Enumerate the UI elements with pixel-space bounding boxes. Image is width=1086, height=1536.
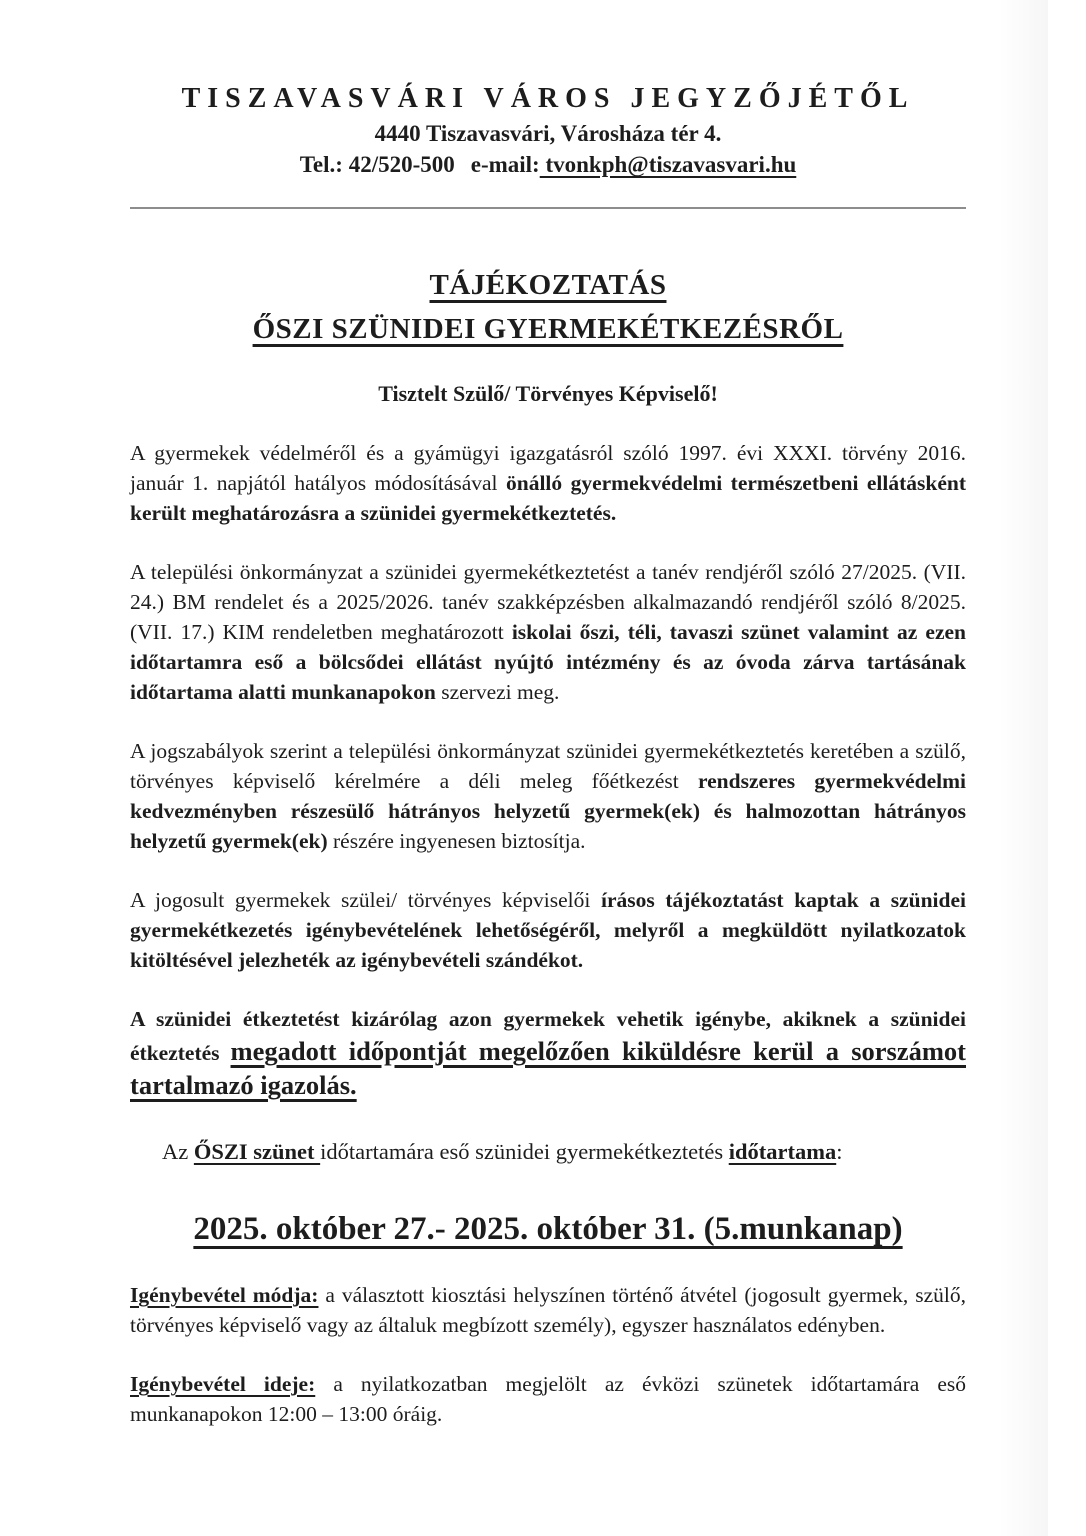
- paragraph-certificate: [130, 1004, 966, 1102]
- email-address: tvonkph@tiszavasvari.hu: [539, 152, 797, 177]
- paragraph-law-reference: [130, 438, 966, 528]
- date-range: [130, 1207, 966, 1251]
- text-run-bold: írásos tájékoztatást kaptak a szünidei gyermekétkezetés igénybevételének lehetőségéről, melyről a megküldött nyilatkozatok kitöltésével jelezheték az igénybevételi szándékot.: [130, 888, 966, 972]
- scan-shadow: [998, 0, 1048, 1536]
- text-run-autumn-break: ŐSZI szünet: [193, 1139, 321, 1164]
- paragraph-organization: [130, 557, 966, 707]
- text-run: időtartamára eső szünidei gyermekétkeztetés: [320, 1139, 729, 1164]
- paragraph-notification: [130, 885, 966, 975]
- text-run-bold: önálló gyermekvédelmi természetbeni ellátásként került meghatározásra a szünidei gyermekétkeztetés.: [130, 471, 966, 525]
- text-run: A jogszabályok szerint a települési önkormányzat szünidei gyermekétkeztetés keretében a szülő, törvényes képviselő kérelmére a déli meleg főétkezést: [130, 739, 966, 793]
- document-subtitle-text: ŐSZI SZÜNIDEI GYERMEKÉTKEZÉSRŐL: [252, 313, 844, 345]
- text-run: részére ingyenesen biztosítja.: [333, 829, 586, 853]
- title-block: [130, 263, 966, 351]
- document-title: [130, 263, 966, 307]
- letterhead-address: 4440 Tiszavasvári, Városháza tér 4.: [374, 121, 722, 146]
- text-run-bold: rendszeres gyermekvédelmi kedvezményben részesülő hátrányos helyzetű gyermek(ek) és halmozottan hátrányos helyzetű gyermek(ek): [130, 769, 966, 853]
- usage-method-label: Igénybevétel módja:: [130, 1283, 319, 1307]
- date-range-text: 2025. október 27.- 2025. október 31. (5.munkanap): [193, 1211, 903, 1247]
- document-title-text: TÁJÉKOZTATÁS: [429, 269, 667, 301]
- paragraph-eligibility: [130, 736, 966, 856]
- text-run-bold: iskolai őszi, téli, tavaszi szünet valamint az ezen időtartamra eső a bölcsődei ellátást nyújtó intézmény és az óvoda zárva tartásának időtartama alatti munkanapokon: [130, 620, 966, 704]
- text-run: A jogosult gyermekek szülei/ törvényes képviselői: [130, 888, 601, 912]
- letterhead-office-name: TISZAVASVÁRI VÁROS JEGYZŐJÉTŐL: [181, 83, 915, 114]
- usage-method: [130, 1280, 966, 1340]
- salutation: Tisztelt Szülő/ Törvényes Képviselő!: [378, 381, 718, 406]
- usage-time-label: Igénybevétel ideje:: [130, 1372, 316, 1396]
- header-divider: [130, 207, 966, 209]
- text-run: A települési önkormányzat a szünidei gyermekétkeztetést a tanév rendjéről szóló 27/2025. (VII. 24.) BM rendelet és a 2025/2026. tanév szakképzésben alkalmazandó rendjéről szóló 8/2025. (VII. 17.) KIM rendeletben meghatározott: [130, 560, 966, 644]
- text-run-emphasis: megadott időpontját megelőzően kiküldésre kerül a sorszámot tartalmazó igazolás.: [130, 1036, 966, 1100]
- email-label: e-mail:: [470, 152, 540, 177]
- document-subtitle: [130, 307, 966, 351]
- duration-intro: [162, 1136, 966, 1167]
- text-run: A gyermekek védelméről és a gyámügyi igazgatásról szóló 1997. évi XXXI. törvény 2016. január 1. napjától hatályos módosításával: [130, 441, 966, 495]
- text-run-duration-label: időtartama: [728, 1139, 837, 1164]
- text-run: Az: [162, 1139, 194, 1164]
- text-run: a választott kiosztási helyszínen történő átvétel (jogosult gyermek, szülő, törvényes képviselő vagy az általuk megbízott személy), egyszer használatos edényben.: [130, 1283, 967, 1337]
- letterhead: [130, 0, 966, 180]
- document-content: [130, 0, 966, 1429]
- letterhead-contact: [130, 149, 966, 180]
- text-run: :: [836, 1139, 843, 1164]
- usage-time: [130, 1369, 966, 1429]
- text-run: szervezi meg.: [441, 680, 560, 704]
- text-run-bold: A szünidei étkeztetést kizárólag azon gyermekek vehetik igénybe, akiknek a szünidei étkeztetés: [130, 1007, 966, 1065]
- phone-number: Tel.: 42/520-500: [299, 152, 455, 177]
- text-run: a nyilatkozatban megjelölt az évközi szünetek időtartamára eső munkanapokon 12:00 – 13:00 óráig.: [130, 1372, 967, 1426]
